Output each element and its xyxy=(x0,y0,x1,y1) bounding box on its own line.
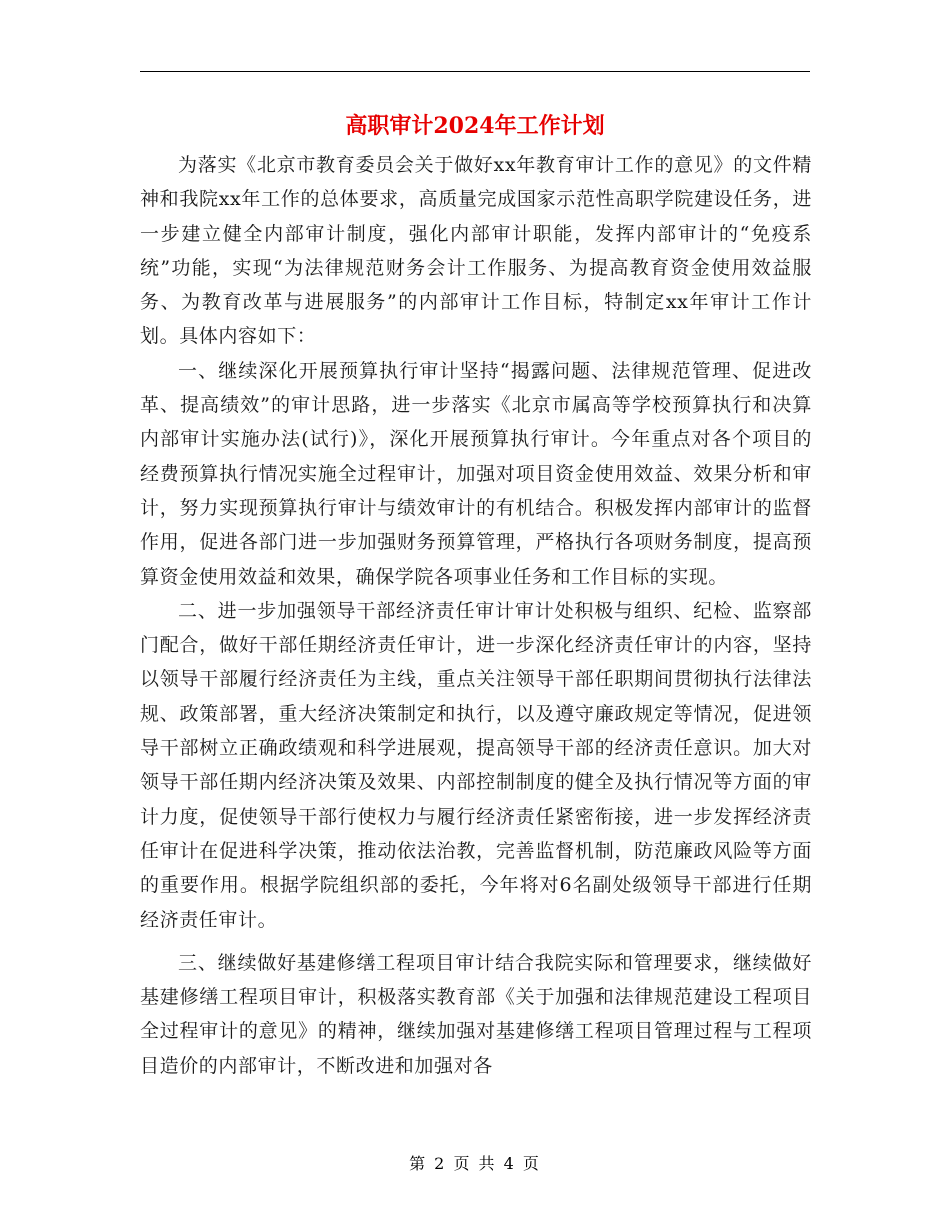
paragraph-economic-responsibility-audit: 二、进一步加强领导干部经济责任审计审计处积极与组织、纪检、监察部门配合，做好干部任期经济责任审计，进一步深化经济责任审计的内容，坚持以领导干部履行经济责任为主线，重点关注领导干部任职期间贯彻执行法律法规、政策部署，重大经济决策制定和执行，以及遵守廉政规定等情况，促进领导干部树立正确政绩观和科学进展观，提高领导干部的经济责任意识。加大对领导干部任期内经济决策及效果、内部控制制度的健全及执行情况等方面的审计力度，促使领导干部行使权力与履行经济责任紧密衔接，进一步发挥经济责任审计在促进科学决策，推动依法治教，完善监督机制，防范廉政风险等方面的重要作用。根据学院组织部的委托，今年将对6名副处级领导干部进行任期经济责任审计。 xyxy=(140,599,812,931)
document-title: 高职审计2024年工作计划 xyxy=(345,113,605,139)
header-rule xyxy=(140,71,810,72)
paragraph-construction-audit: 三、继续做好基建修缮工程项目审计结合我院实际和管理要求，继续做好基建修缮工程项目审计，积极落实教育部《关于加强和法律规范建设工程项目全过程审计的意见》的精神，继续加强对基建修缮工程项目管理过程与工程项目造价的内部审计，不断改进和加强对各 xyxy=(140,951,812,1077)
document-body xyxy=(140,148,812,1083)
page-number: 第 2 页 共 4 页 xyxy=(409,1154,541,1173)
paragraph-budget-audit: 一、继续深化开展预算执行审计坚持“揭露问题、法律规范管理、促进改革、提高绩效”的审计思路，进一步落实《北京市属高等学校预算执行和决算内部审计实施办法(试行)》，深化开展预算执行审计。今年重点对各个项目的经费预算执行情况实施全过程审计，加强对项目资金使用效益、效果分析和审计，努力实现预算执行审计与绩效审计的有机结合。积极发挥内部审计的监督作用，促进各部门进一步加强财务预算管理，严格执行各项财务制度，提高预算资金使用效益和效果，确保学院各项事业任务和工作目标的实现。 xyxy=(140,359,812,588)
paragraph-intro: 为落实《北京市教育委员会关于做好xx年教育审计工作的意见》的文件精神和我院xx年工作的总体要求，高质量完成国家示范性高职学院建设任务，进一步建立健全内部审计制度，强化内部审计职能，发挥内部审计的“免疫系统”功能，实现“为法律规范财务会计工作服务、为提高教育资金使用效益服务、为教育改革与进展服务”的内部审计工作目标，特制定xx年审计工作计划。具体内容如下： xyxy=(140,154,812,348)
